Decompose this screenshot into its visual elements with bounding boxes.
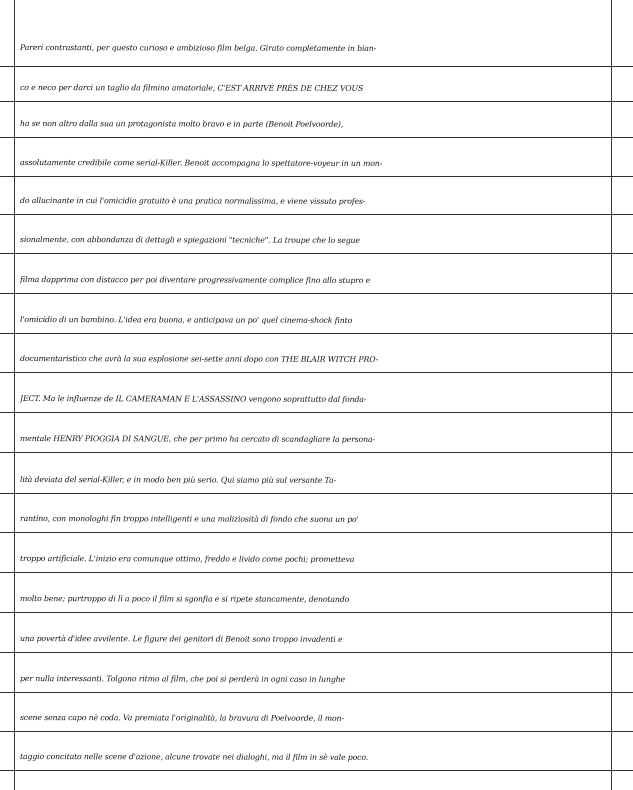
ruled-line (0, 333, 633, 334)
handwritten-line: sionalmente, con abbondanza di dettagli e spiegazioni "tecniche". La troupe che lo segue (20, 235, 360, 245)
ruled-line (0, 493, 633, 494)
handwritten-line: assolutamente credibile come serial-Killer. Benoit accompagna lo spettatore-voyeur in un mon- (20, 158, 383, 168)
handwritten-line: ha se non altro dalla sua un protagonista molto bravo e in parte (Benoit Poelvoorde), (20, 119, 344, 129)
ruled-line (0, 214, 633, 215)
handwritten-line: taggio concitato nelle scene d'azione, alcune trovate nei dialoghi, ma il film in sè vale poco. (20, 752, 369, 762)
handwritten-line: mentale HENRY PIOGGIA DI SANGUE, che per primo ha cercato di scandagliare la persona- (20, 434, 375, 444)
handwritten-line: lità deviata del serial-Killer, e in modo ben più serio. Qui siamo più sul versante Ta- (20, 475, 336, 485)
handwritten-line: do allucinante in cui l'omicidio gratuito è una pratica normalissima, e viene vissuto profes- (20, 196, 366, 206)
handwritten-line: scene senza capo nè coda. Va premiata l'originalità, la bravura di Poelvoorde, il mon- (20, 713, 344, 723)
handwritten-line: per nulla interessanti. Tolgono ritmo al film, che poi si perderà in ogni caso in lunghe (20, 674, 346, 684)
ruled-line (0, 101, 633, 102)
ruled-line (0, 532, 633, 533)
handwritten-line: troppo artificiale. L'inizio era comunque ottimo, freddo e livido come pochi; prometteva (20, 554, 355, 564)
handwritten-line: co e neco per darci un taglio da filmino amatoriale, C'EST ARRIVÉ PRÈS DE CHEZ VOUS (20, 83, 364, 93)
ruled-line (0, 253, 633, 254)
ruled-line (0, 176, 633, 177)
handwritten-line: filma dapprima con distacco per poi diventare progressivamente complice fino allo stupro e (20, 275, 371, 285)
ruled-line (0, 731, 633, 732)
ruled-line (0, 372, 633, 373)
ruled-line (0, 452, 633, 453)
handwritten-line: l'omicidio di un bambino. L'idea era buona, e anticipava un po' quel cinema-shock finto (20, 315, 353, 325)
ruled-line (0, 692, 633, 693)
handwritten-line: molto bene; purtroppo di lì a poco il film si sgonfia e si ripete stancamente, denotando (20, 594, 350, 604)
ruled-line (0, 652, 633, 653)
ruled-line (0, 293, 633, 294)
handwritten-line: JECT. Ma le influenze de IL CAMERAMAN E L'ASSASSINO vengono soprattutto dal fonda- (20, 394, 367, 404)
ruled-line (0, 412, 633, 413)
handwritten-line: Pareri contrastanti, per questo curioso e ambizioso film belga. Girato completamente in bian- (20, 43, 377, 53)
handwritten-line: documentaristico che avrà la sua esplosione sei-sette anni dopo con THE BLAIR WITCH PRO- (20, 354, 379, 364)
handwritten-line: una povertà d'idee avvilente. Le figure dei genitori di Benoit sono troppo invadenti e (20, 634, 343, 644)
ruled-line (0, 572, 633, 573)
ruled-line (0, 612, 633, 613)
handwritten-line: rantino, con monologhi fin troppo intelligenti e una maliziosità di fondo che suona un po' (20, 514, 359, 524)
left-margin-line (14, 0, 15, 790)
ruled-line (0, 66, 633, 67)
ruled-line (0, 137, 633, 138)
ruled-line (0, 770, 633, 771)
